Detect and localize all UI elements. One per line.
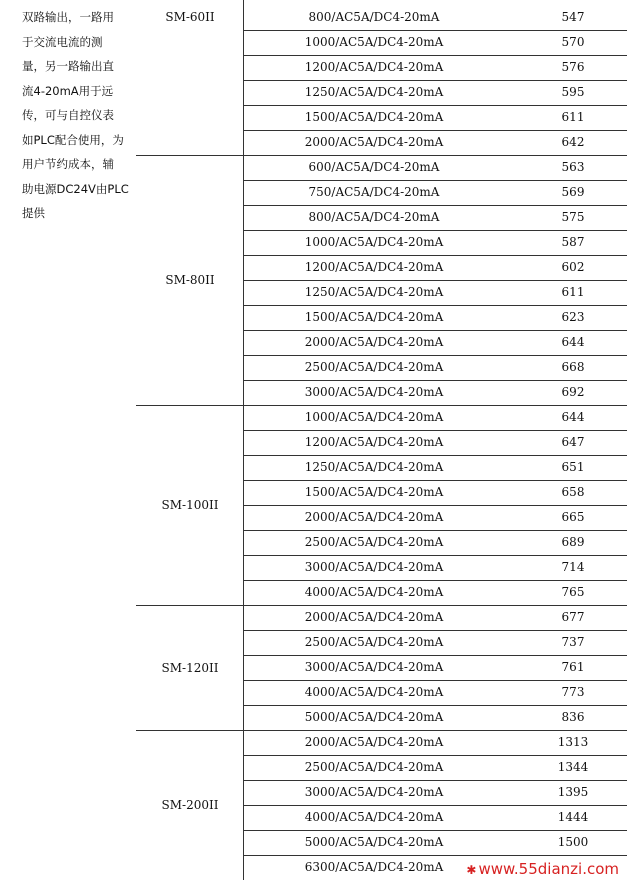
spec-cell: 3000/AC5A/DC4-20mA xyxy=(304,785,444,799)
model-name: SM-200II xyxy=(161,798,219,812)
price-cell: 570 xyxy=(561,35,585,49)
description-line: 于交流电流的测 xyxy=(22,34,103,49)
price-cell: 836 xyxy=(561,710,585,724)
spec-cell: 2000/AC5A/DC4-20mA xyxy=(304,510,444,524)
price-cell: 569 xyxy=(561,185,585,199)
product-description xyxy=(22,5,134,226)
spec-cell: 2500/AC5A/DC4-20mA xyxy=(304,635,444,649)
spec-cell: 1200/AC5A/DC4-20mA xyxy=(304,260,444,274)
price-cell: 611 xyxy=(561,285,585,299)
model-name: SM-100II xyxy=(161,498,219,512)
spec-cell: 3000/AC5A/DC4-20mA xyxy=(304,385,444,399)
description-line: 助电源DC24V由PLC xyxy=(22,181,129,196)
price-cell: 602 xyxy=(561,260,585,274)
price-cell: 644 xyxy=(561,335,585,349)
price-cell: 761 xyxy=(561,660,585,674)
spec-cell: 600/AC5A/DC4-20mA xyxy=(308,160,440,174)
spec-cell: 2000/AC5A/DC4-20mA xyxy=(304,610,444,624)
price-cell: 668 xyxy=(561,360,585,374)
price-cell: 765 xyxy=(561,585,585,599)
spec-cell: 4000/AC5A/DC4-20mA xyxy=(304,810,444,824)
spec-cell: 1250/AC5A/DC4-20mA xyxy=(304,85,444,99)
price-cell: 642 xyxy=(561,135,585,149)
spec-cell: 800/AC5A/DC4-20mA xyxy=(308,210,440,224)
price-cell: 714 xyxy=(561,560,585,574)
spec-cell: 2500/AC5A/DC4-20mA xyxy=(304,360,444,374)
description-line: 用户节约成本，辅 xyxy=(22,157,114,171)
price-cell: 647 xyxy=(561,435,585,449)
description-line: 传，可与自控仪表 xyxy=(22,108,114,122)
spec-cell: 800/AC5A/DC4-20mA xyxy=(308,10,440,24)
price-cell: 623 xyxy=(561,310,585,324)
description-line: 流4-20mA用于远 xyxy=(22,83,114,98)
description-line: 如PLC配合使用，为 xyxy=(22,132,124,147)
spec-cell: 3000/AC5A/DC4-20mA xyxy=(304,560,444,574)
price-cell: 644 xyxy=(561,410,585,424)
price-cell: 1500 xyxy=(557,835,589,849)
spec-cell: 1200/AC5A/DC4-20mA xyxy=(304,60,444,74)
watermark-text: www.55dianzi.com xyxy=(478,860,619,878)
price-cell: 1344 xyxy=(557,760,589,774)
price-cell: 658 xyxy=(561,485,585,499)
spec-cell: 1500/AC5A/DC4-20mA xyxy=(304,110,444,124)
spec-cell: 2000/AC5A/DC4-20mA xyxy=(304,735,444,749)
price-cell: 1395 xyxy=(557,785,589,799)
spec-cell: 2000/AC5A/DC4-20mA xyxy=(304,135,444,149)
spec-cell: 1200/AC5A/DC4-20mA xyxy=(304,435,444,449)
spec-cell: 4000/AC5A/DC4-20mA xyxy=(304,685,444,699)
price-cell: 563 xyxy=(561,160,585,174)
price-cell: 737 xyxy=(561,635,585,649)
watermark xyxy=(466,860,619,878)
model-name: SM-80II xyxy=(165,273,215,287)
price-cell: 665 xyxy=(561,510,585,524)
price-cell: 651 xyxy=(561,460,585,474)
price-cell: 1444 xyxy=(557,810,589,824)
description-line: 双路输出，一路用 xyxy=(22,10,114,24)
price-cell: 547 xyxy=(561,10,585,24)
price-cell: 595 xyxy=(561,85,585,99)
star-icon: ✱ xyxy=(466,863,477,877)
spec-cell: 1250/AC5A/DC4-20mA xyxy=(304,285,444,299)
price-cell: 587 xyxy=(561,235,585,249)
spec-cell: 2000/AC5A/DC4-20mA xyxy=(304,335,444,349)
price-cell: 689 xyxy=(561,535,585,549)
model-name: SM-60II xyxy=(165,10,215,24)
spec-cell: 1000/AC5A/DC4-20mA xyxy=(304,35,444,49)
model-name: SM-120II xyxy=(161,660,219,675)
spec-cell: 5000/AC5A/DC4-20mA xyxy=(304,710,444,724)
spec-cell: 2500/AC5A/DC4-20mA xyxy=(304,760,444,774)
spec-cell: 2500/AC5A/DC4-20mA xyxy=(304,535,444,549)
price-cell: 575 xyxy=(561,210,585,224)
price-cell: 773 xyxy=(561,685,585,699)
spec-cell: 1000/AC5A/DC4-20mA xyxy=(304,235,444,249)
description-line: 量，另一路输出直 xyxy=(22,59,114,73)
spec-cell: 4000/AC5A/DC4-20mA xyxy=(304,585,444,599)
price-cell: 611 xyxy=(561,110,585,124)
spec-cell: 1500/AC5A/DC4-20mA xyxy=(304,310,444,324)
spec-cell: 750/AC5A/DC4-20mA xyxy=(308,185,440,199)
spec-cell: 3000/AC5A/DC4-20mA xyxy=(304,660,444,674)
price-cell: 677 xyxy=(561,610,585,624)
spec-cell: 5000/AC5A/DC4-20mA xyxy=(304,835,444,849)
price-cell: 576 xyxy=(561,60,585,74)
spec-cell: 1500/AC5A/DC4-20mA xyxy=(304,485,444,499)
spec-cell: 1250/AC5A/DC4-20mA xyxy=(304,460,444,474)
spec-cell: 6300/AC5A/DC4-20mA xyxy=(304,860,444,874)
description-line: 提供 xyxy=(22,206,45,220)
spec-cell: 1000/AC5A/DC4-20mA xyxy=(304,410,444,424)
price-cell: 1313 xyxy=(557,735,589,749)
price-cell: 692 xyxy=(561,385,585,399)
